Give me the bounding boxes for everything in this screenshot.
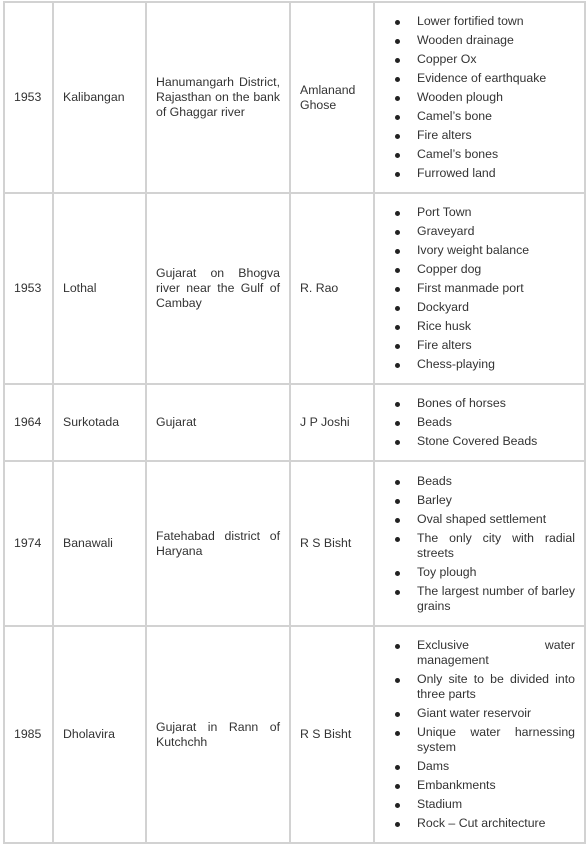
site-cell: Kalibangan <box>53 2 146 193</box>
table-row <box>4 193 585 384</box>
finding-text: Exclusive water management <box>417 638 575 667</box>
findings-cell <box>374 2 585 193</box>
findings-list <box>384 638 575 831</box>
site-cell: Surkotada <box>53 384 146 461</box>
excavator-cell: R S Bisht <box>290 461 374 626</box>
finding-text: Furrowed land <box>417 166 496 180</box>
table-row <box>4 2 585 193</box>
findings-list <box>384 205 575 372</box>
finding-item <box>417 531 575 561</box>
finding-text: Oval shaped settlement <box>417 511 547 526</box>
finding-item <box>417 300 575 315</box>
findings-cell <box>374 626 585 843</box>
finding-text: Dockyard <box>417 300 469 314</box>
finding-text: Ivory weight balance <box>417 243 530 257</box>
finding-text: The largest number of barley grains <box>417 583 575 613</box>
finding-text: Fire alters <box>417 128 472 142</box>
finding-text: Beads <box>417 473 452 488</box>
finding-text: Camel’s bone <box>417 109 492 123</box>
finding-text: Embankments <box>417 778 496 792</box>
findings-cell <box>374 193 585 384</box>
finding-text: Rock – Cut architecture <box>417 816 546 830</box>
finding-item <box>417 706 575 721</box>
bullet-icon <box>395 518 400 523</box>
bullet-icon <box>395 77 400 82</box>
finding-item <box>417 205 575 220</box>
finding-text: Bones of horses <box>417 396 506 410</box>
bullet-icon <box>395 440 400 445</box>
finding-text: Only site to be divided into three parts <box>417 672 575 701</box>
finding-item <box>417 672 575 702</box>
excavator-cell: J P Joshi <box>290 384 374 461</box>
location-cell: Gujarat <box>146 384 290 461</box>
finding-text: Port Town <box>417 205 472 219</box>
finding-text: Stadium <box>417 797 463 811</box>
bullet-icon <box>395 325 400 330</box>
bullet-icon <box>395 765 400 770</box>
finding-text: Dams <box>417 759 450 773</box>
finding-item <box>417 778 575 793</box>
finding-item <box>417 166 575 181</box>
finding-text: The only city with radial streets <box>417 530 575 560</box>
excavator-cell: R. Rao <box>290 193 374 384</box>
bullet-icon <box>395 537 400 542</box>
bullet-icon <box>395 39 400 44</box>
finding-item <box>417 128 575 143</box>
table-row <box>4 384 585 461</box>
bullet-icon <box>395 344 400 349</box>
bullet-icon <box>395 678 400 683</box>
finding-item <box>417 725 575 755</box>
bullet-icon <box>395 58 400 63</box>
bullet-icon <box>395 499 400 504</box>
finding-text: Unique water harnessing system <box>417 725 575 754</box>
site-cell: Dholavira <box>53 626 146 843</box>
location-cell: Gujarat on Bhogva river near the Gulf of Cambay <box>146 193 290 384</box>
year-cell: 1953 <box>4 2 53 193</box>
bullet-icon <box>395 249 400 254</box>
finding-item <box>417 338 575 353</box>
year-cell: 1964 <box>4 384 53 461</box>
finding-text: Chess-playing <box>417 357 495 371</box>
table-body <box>4 2 585 843</box>
bullet-icon <box>395 268 400 273</box>
finding-text: Stone Covered Beads <box>417 434 538 448</box>
finding-text: First manmade port <box>417 281 524 295</box>
bullet-icon <box>395 644 400 649</box>
findings-cell <box>374 461 585 626</box>
bullet-icon <box>395 402 400 407</box>
finding-item <box>417 584 575 614</box>
bullet-icon <box>395 421 400 426</box>
excavator-cell: Amlanand Ghose <box>290 2 374 193</box>
finding-text: Fire alters <box>417 338 472 352</box>
finding-item <box>417 396 575 411</box>
finding-text: Toy plough <box>417 564 477 579</box>
finding-item <box>417 147 575 162</box>
finding-item <box>417 262 575 277</box>
finding-item <box>417 474 575 489</box>
year-cell: 1974 <box>4 461 53 626</box>
bullet-icon <box>395 230 400 235</box>
bullet-icon <box>395 712 400 717</box>
finding-text: Wooden drainage <box>417 33 514 47</box>
bullet-icon <box>395 306 400 311</box>
finding-item <box>417 281 575 296</box>
finding-text: Barley <box>417 492 452 507</box>
finding-item <box>417 71 575 86</box>
finding-text: Camel’s bones <box>417 147 499 161</box>
finding-item <box>417 109 575 124</box>
findings-list <box>384 396 575 449</box>
finding-item <box>417 493 575 508</box>
bullet-icon <box>395 731 400 736</box>
location-cell: Hanumangarh District, Rajasthan on the bank of Ghaggar river <box>146 2 290 193</box>
finding-item <box>417 565 575 580</box>
finding-item <box>417 224 575 239</box>
finding-item <box>417 415 575 430</box>
finding-item <box>417 319 575 334</box>
finding-text: Graveyard <box>417 224 475 238</box>
year-cell: 1953 <box>4 193 53 384</box>
finding-item <box>417 816 575 831</box>
finding-item <box>417 14 575 29</box>
bullet-icon <box>395 20 400 25</box>
year-cell: 1985 <box>4 626 53 843</box>
harappan-sites-table <box>3 1 586 844</box>
finding-item <box>417 797 575 812</box>
location-cell: Fatehabad district of Haryana <box>146 461 290 626</box>
finding-text: Evidence of earthquake <box>417 71 547 85</box>
finding-item <box>417 759 575 774</box>
table-row <box>4 461 585 626</box>
site-cell: Banawali <box>53 461 146 626</box>
bullet-icon <box>395 153 400 158</box>
finding-text: Copper Ox <box>417 52 477 66</box>
findings-list <box>384 474 575 614</box>
finding-text: Rice husk <box>417 319 471 333</box>
bullet-icon <box>395 287 400 292</box>
bullet-icon <box>395 784 400 789</box>
finding-item <box>417 243 575 258</box>
finding-item <box>417 512 575 527</box>
finding-item <box>417 434 575 449</box>
bullet-icon <box>395 363 400 368</box>
bullet-icon <box>395 172 400 177</box>
bullet-icon <box>395 571 400 576</box>
finding-text: Giant water reservoir <box>417 706 532 720</box>
finding-item <box>417 52 575 67</box>
findings-cell <box>374 384 585 461</box>
bullet-icon <box>395 211 400 216</box>
findings-list <box>384 14 575 181</box>
bullet-icon <box>395 115 400 120</box>
finding-text: Lower fortified town <box>417 14 524 28</box>
bullet-icon <box>395 822 400 827</box>
bullet-icon <box>395 96 400 101</box>
table-row <box>4 626 585 843</box>
finding-text: Wooden plough <box>417 90 503 104</box>
finding-text: Beads <box>417 415 452 429</box>
excavator-cell: R S Bisht <box>290 626 374 843</box>
bullet-icon <box>395 480 400 485</box>
location-cell: Gujarat in Rann of Kutchchh <box>146 626 290 843</box>
finding-item <box>417 357 575 372</box>
bullet-icon <box>395 803 400 808</box>
site-cell: Lothal <box>53 193 146 384</box>
bullet-icon <box>395 134 400 139</box>
finding-item <box>417 33 575 48</box>
finding-item <box>417 638 575 668</box>
finding-item <box>417 90 575 105</box>
bullet-icon <box>395 590 400 595</box>
finding-text: Copper dog <box>417 262 482 276</box>
